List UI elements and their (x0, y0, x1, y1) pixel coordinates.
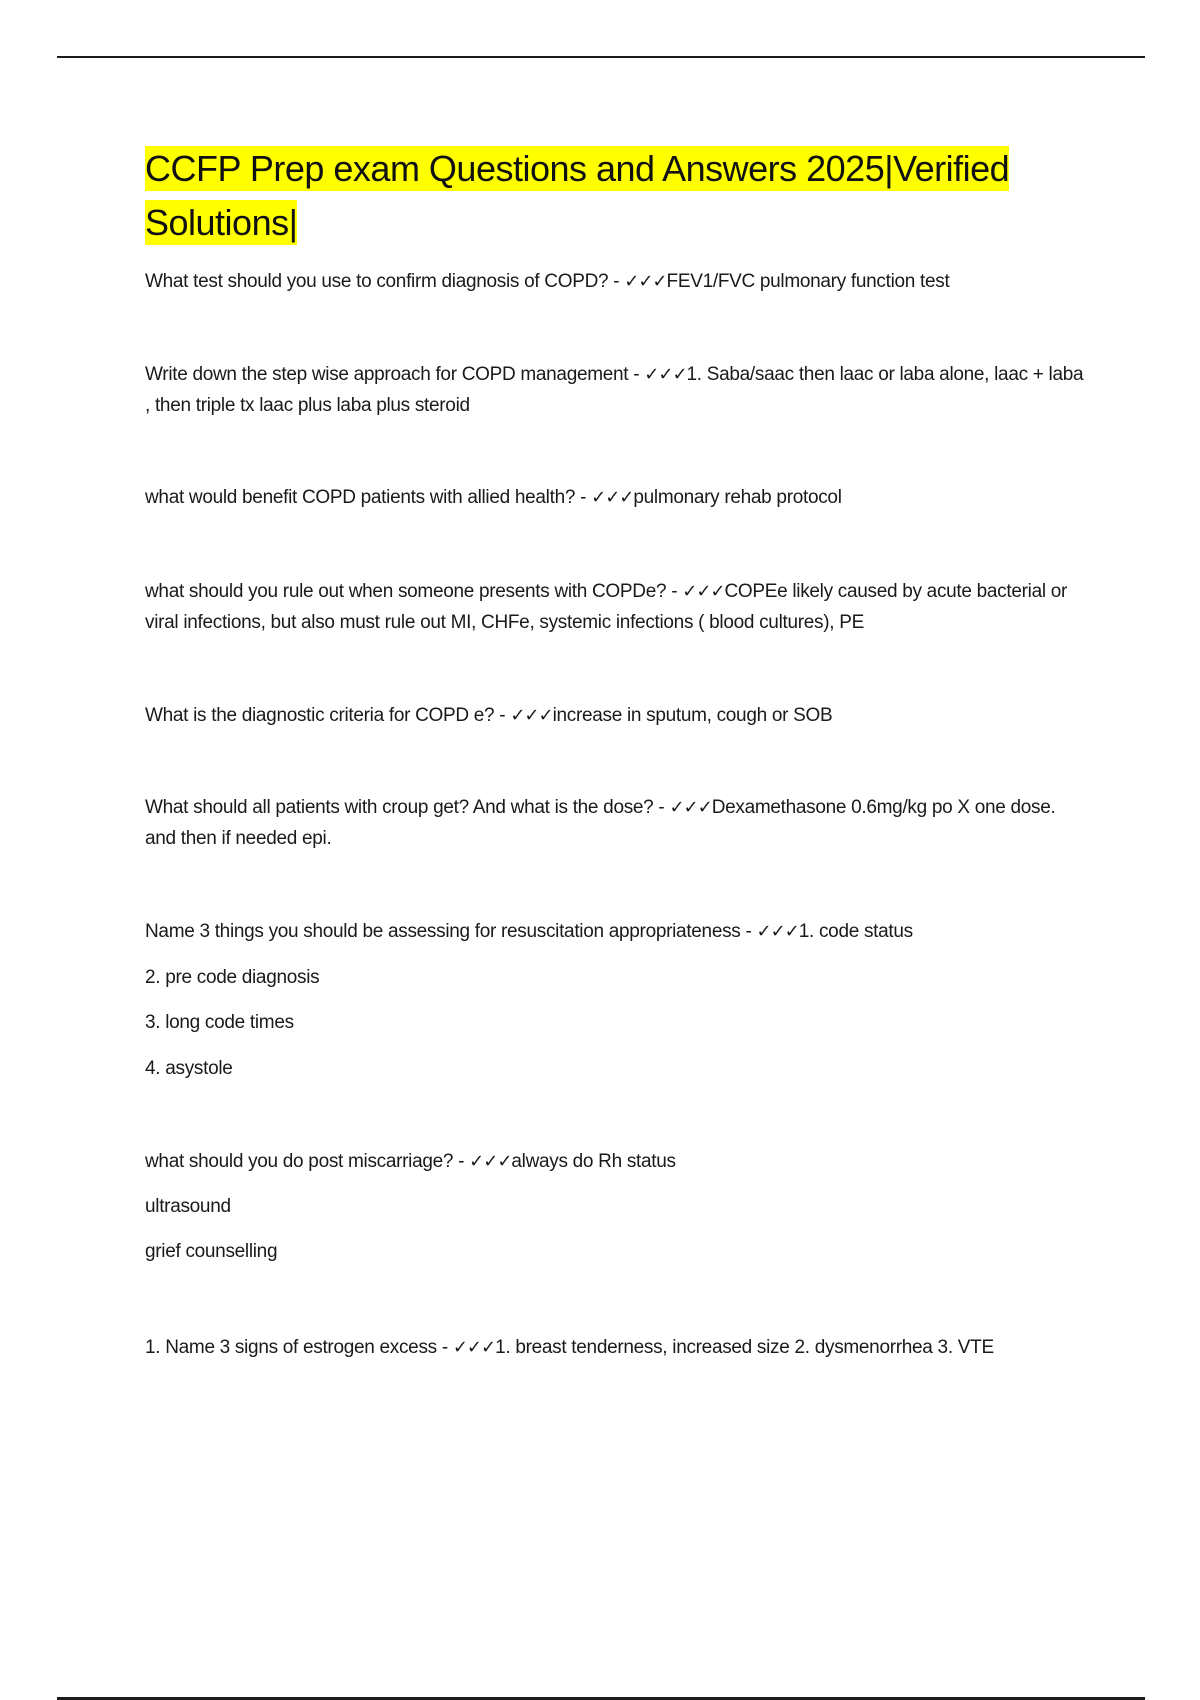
separator: - (494, 705, 511, 726)
separator: - (608, 271, 625, 292)
answer-text: 1. Saba/saac then laac or laba alone, laac + laba , then triple tx laac plus laba plus steroid (145, 364, 1084, 416)
qa-item-2 (145, 359, 1085, 421)
answer-extra-line: ultrasound (145, 1196, 231, 1217)
separator: - (628, 364, 645, 385)
separator: - (436, 1337, 453, 1358)
checkmark-icon: ✓✓✓ (591, 487, 634, 508)
question-text: Name 3 things you should be assessing for resuscitation appropriateness (145, 921, 741, 942)
separator: - (575, 487, 592, 508)
question-text: what would benefit COPD patients with allied health? (145, 487, 576, 508)
qa-item-9 (145, 1332, 1125, 1363)
answer-text: 1. code status (798, 921, 913, 942)
question-text: what should you rule out when someone presents with COPDe? (145, 581, 667, 602)
answer-text: COPEe likely caused by acute bacterial or viral infections, but also must rule out MI, CHFe, systemic infections ( blood cultures), PE (145, 581, 1068, 633)
question-text: what should you do post miscarriage? (145, 1151, 454, 1172)
qa-item-4 (145, 576, 1085, 638)
answer-text: pulmonary rehab protocol (633, 487, 842, 508)
answer-text: Dexamethasone 0.6mg/kg po X one dose. and then if needed epi. (145, 797, 1056, 849)
answer-extra-line: 4. asystole (145, 1058, 233, 1079)
answer-text: always do Rh status (511, 1151, 676, 1172)
separator: - (453, 1151, 470, 1172)
question-text: What test should you use to confirm diagnosis of COPD? (145, 271, 609, 292)
answer-extra-line: 3. long code times (145, 1012, 294, 1033)
question-text: What should all patients with croup get? And what is the dose? (145, 797, 654, 818)
separator: - (653, 797, 670, 818)
answer-text: increase in sputum, cough or SOB (552, 705, 833, 726)
checkmark-icon: ✓✓✓ (669, 797, 712, 818)
answer-text: 1. breast tenderness, increased size 2. dysmenorrhea 3. VTE (495, 1337, 994, 1358)
question-text: 1. Name 3 signs of estrogen excess (145, 1337, 437, 1358)
answer-text: FEV1/FVC pulmonary function test (666, 271, 950, 292)
qa-item-5 (145, 700, 1085, 731)
checkmark-icon: ✓✓✓ (452, 1337, 496, 1358)
checkmark-icon: ✓✓✓ (682, 581, 725, 602)
checkmark-icon: ✓✓✓ (510, 705, 553, 726)
checkmark-icon: ✓✓✓ (624, 271, 667, 292)
title-highlight: CCFP Prep exam Questions and Answers 2025|Verified Solutions| (145, 148, 1010, 243)
separator: - (666, 581, 683, 602)
document-title (145, 142, 1065, 250)
header-rule (57, 56, 1145, 58)
answer-extra-line: grief counselling (145, 1241, 278, 1262)
qa-item-1 (145, 266, 1085, 297)
question-text: Write down the step wise approach for COPD management (145, 364, 629, 385)
qa-item-7 (145, 916, 1085, 947)
question-text: What is the diagnostic criteria for COPD e? (145, 705, 495, 726)
qa-item-8 (145, 1146, 1085, 1177)
qa-item-3 (145, 482, 1085, 513)
answer-extra-line: 2. pre code diagnosis (145, 967, 320, 988)
separator: - (740, 921, 757, 942)
checkmark-icon: ✓✓✓ (756, 921, 799, 942)
checkmark-icon: ✓✓✓ (644, 364, 687, 385)
qa-item-6 (145, 792, 1085, 854)
checkmark-icon: ✓✓✓ (469, 1151, 512, 1172)
